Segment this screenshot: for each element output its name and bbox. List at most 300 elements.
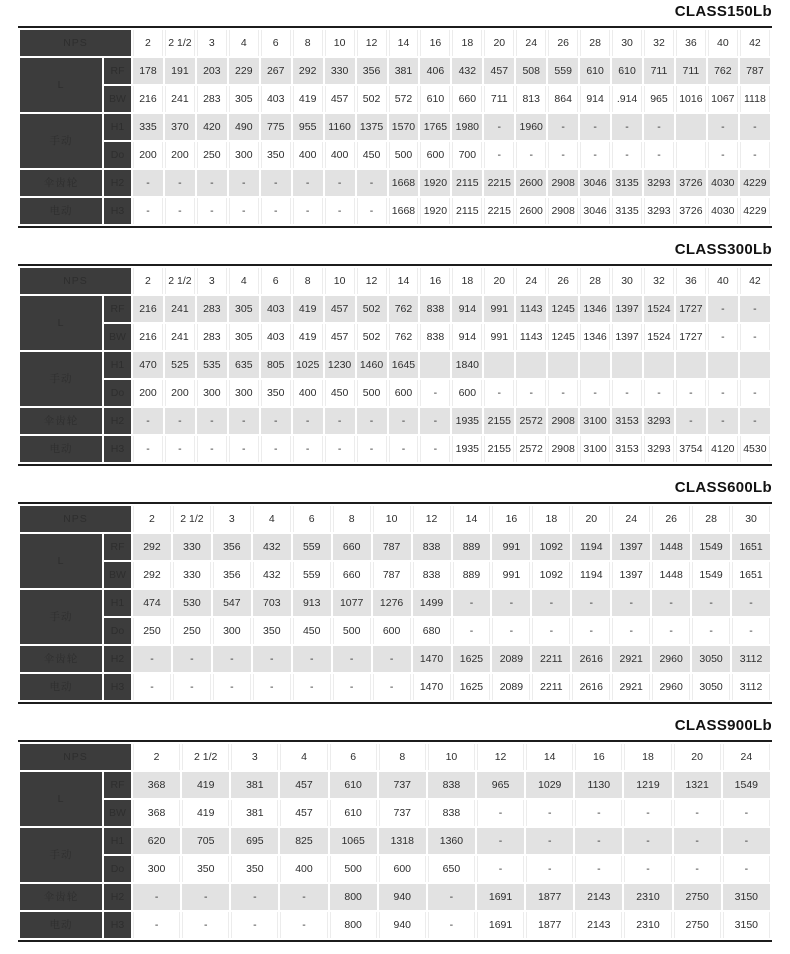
- value-cell: 1346: [580, 296, 610, 322]
- value-cell: 1276: [373, 590, 411, 616]
- value-cell: 450: [357, 142, 387, 168]
- table-title-class600: CLASS600Lb: [674, 479, 772, 496]
- value-cell: 203: [197, 58, 227, 84]
- value-cell: -: [575, 856, 622, 882]
- value-cell: 470: [133, 352, 163, 378]
- value-cell: 381: [231, 800, 278, 826]
- value-cell: 1765: [420, 114, 450, 140]
- value-cell: -: [740, 380, 770, 406]
- value-cell: 1092: [532, 534, 570, 560]
- value-cell: [516, 352, 546, 378]
- value-cell: 940: [379, 884, 426, 910]
- value-cell: -: [612, 618, 650, 644]
- table-row: [20, 352, 770, 378]
- value-cell: -: [477, 828, 524, 854]
- column-header-cell: 16: [575, 744, 622, 770]
- value-cell: 2215: [484, 198, 514, 224]
- value-cell: 610: [580, 58, 610, 84]
- column-header-cell: 3: [213, 506, 251, 532]
- value-cell: -: [133, 170, 163, 196]
- value-cell: 2089: [492, 646, 530, 672]
- value-cell: 381: [231, 772, 278, 798]
- column-header-cell: 10: [325, 30, 355, 56]
- column-header-cell: 42: [740, 30, 770, 56]
- value-cell: -: [644, 114, 674, 140]
- nps-header-row: [20, 30, 770, 56]
- value-cell: 1360: [428, 828, 475, 854]
- value-cell: 330: [325, 58, 355, 84]
- group-label-cell: 电动: [20, 198, 102, 224]
- group-label-cell: 手动: [20, 590, 102, 644]
- value-cell: -: [484, 380, 514, 406]
- value-cell: -: [280, 884, 327, 910]
- value-cell: 1397: [612, 296, 642, 322]
- value-cell: 1160: [325, 114, 355, 140]
- value-cell: 1230: [325, 352, 355, 378]
- value-cell: -: [420, 380, 450, 406]
- value-cell: -: [652, 590, 690, 616]
- value-cell: [644, 352, 674, 378]
- table-section-class300: [18, 241, 772, 466]
- value-cell: -: [674, 800, 721, 826]
- value-cell: 1549: [692, 534, 730, 560]
- value-cell: [580, 352, 610, 378]
- value-cell: 500: [330, 856, 377, 882]
- value-cell: 502: [357, 324, 387, 350]
- value-cell: 1016: [676, 86, 706, 112]
- value-cell: 1499: [413, 590, 451, 616]
- group-label-cell: 伞齿轮: [20, 646, 102, 672]
- column-header-cell: 32: [644, 268, 674, 294]
- table-section-class150: [18, 3, 772, 228]
- value-cell: 1877: [526, 884, 573, 910]
- value-cell: -: [612, 380, 642, 406]
- value-cell: 1651: [732, 562, 770, 588]
- value-cell: 787: [373, 534, 411, 560]
- value-cell: 838: [428, 772, 475, 798]
- table-row: [20, 534, 770, 560]
- table-title-class300: CLASS300Lb: [674, 241, 772, 258]
- value-cell: 813: [516, 86, 546, 112]
- group-label-cell: L: [20, 296, 102, 350]
- value-cell: 547: [213, 590, 251, 616]
- value-cell: -: [580, 380, 610, 406]
- value-cell: -: [173, 646, 211, 672]
- value-cell: 787: [740, 58, 770, 84]
- value-cell: -: [389, 436, 419, 462]
- value-cell: 502: [357, 86, 387, 112]
- table-row: [20, 618, 770, 644]
- value-cell: 283: [197, 324, 227, 350]
- value-cell: -: [516, 380, 546, 406]
- value-cell: 3150: [723, 884, 770, 910]
- value-cell: 965: [644, 86, 674, 112]
- value-cell: -: [612, 114, 642, 140]
- column-header-cell: 20: [674, 744, 721, 770]
- value-cell: -: [293, 408, 323, 434]
- value-cell: 457: [280, 800, 327, 826]
- value-cell: 1397: [612, 534, 650, 560]
- column-header-cell: 6: [293, 506, 331, 532]
- value-cell: 2143: [575, 884, 622, 910]
- value-cell: -: [740, 114, 770, 140]
- value-cell: 825: [280, 828, 327, 854]
- value-cell: -: [165, 436, 195, 462]
- row-label-cell: BW: [104, 800, 131, 826]
- row-label-cell: H2: [104, 646, 131, 672]
- value-cell: -: [492, 590, 530, 616]
- value-cell: 737: [379, 800, 426, 826]
- value-cell: -: [133, 198, 163, 224]
- value-cell: 864: [548, 86, 578, 112]
- value-cell: -: [333, 646, 371, 672]
- value-cell: 200: [133, 142, 163, 168]
- value-cell: -: [572, 618, 610, 644]
- nps-header-cell: NPS: [20, 506, 131, 532]
- value-cell: -: [253, 674, 291, 700]
- value-cell: 2908: [548, 170, 578, 196]
- column-header-cell: 32: [644, 30, 674, 56]
- value-cell: 305: [229, 324, 259, 350]
- value-cell: 610: [420, 86, 450, 112]
- value-cell: 620: [133, 828, 180, 854]
- value-cell: -: [652, 618, 690, 644]
- value-cell: 762: [389, 296, 419, 322]
- value-cell: -: [165, 408, 195, 434]
- value-cell: 241: [165, 324, 195, 350]
- table-row: [20, 562, 770, 588]
- value-cell: 500: [333, 618, 371, 644]
- value-cell: -: [293, 170, 323, 196]
- value-cell: 350: [261, 380, 291, 406]
- value-cell: 965: [477, 772, 524, 798]
- value-cell: -: [674, 856, 721, 882]
- value-cell: 2750: [674, 884, 721, 910]
- value-cell: -: [692, 618, 730, 644]
- value-cell: -: [708, 114, 738, 140]
- value-cell: 450: [293, 618, 331, 644]
- value-cell: 1470: [413, 674, 451, 700]
- value-cell: 1920: [420, 170, 450, 196]
- value-cell: 1397: [612, 324, 642, 350]
- value-cell: 3293: [644, 170, 674, 196]
- value-cell: 1691: [477, 912, 524, 938]
- value-cell: 403: [261, 324, 291, 350]
- value-cell: 1397: [612, 562, 650, 588]
- column-header-cell: 2 1/2: [165, 268, 195, 294]
- value-cell: -: [484, 142, 514, 168]
- table-row: [20, 198, 770, 224]
- value-cell: 635: [229, 352, 259, 378]
- value-cell: 940: [379, 912, 426, 938]
- column-header-cell: 8: [293, 30, 323, 56]
- value-cell: [420, 352, 450, 378]
- value-cell: 300: [197, 380, 227, 406]
- value-cell: 559: [293, 562, 331, 588]
- value-cell: 250: [133, 618, 171, 644]
- value-cell: -: [575, 828, 622, 854]
- value-cell: 2908: [548, 198, 578, 224]
- value-cell: 2310: [624, 884, 671, 910]
- value-cell: 457: [280, 772, 327, 798]
- value-cell: -: [261, 436, 291, 462]
- value-cell: 356: [213, 562, 251, 588]
- table-row: [20, 828, 770, 854]
- value-cell: 330: [173, 534, 211, 560]
- value-cell: 300: [213, 618, 251, 644]
- value-cell: 535: [197, 352, 227, 378]
- value-cell: -: [357, 436, 387, 462]
- value-cell: 762: [708, 58, 738, 84]
- column-header-cell: 26: [652, 506, 690, 532]
- value-cell: 610: [330, 772, 377, 798]
- group-label-cell: 手动: [20, 352, 102, 406]
- value-cell: .914: [612, 86, 642, 112]
- value-cell: -: [231, 884, 278, 910]
- column-header-cell: 6: [261, 30, 291, 56]
- value-cell: -: [676, 408, 706, 434]
- row-label-cell: RF: [104, 296, 131, 322]
- value-cell: 2960: [652, 646, 690, 672]
- table-row: [20, 142, 770, 168]
- table-row: [20, 800, 770, 826]
- group-label-cell: 伞齿轮: [20, 408, 102, 434]
- value-cell: 1877: [526, 912, 573, 938]
- value-cell: 229: [229, 58, 259, 84]
- column-header-cell: 16: [420, 30, 450, 56]
- value-cell: 250: [197, 142, 227, 168]
- value-cell: 3046: [580, 170, 610, 196]
- value-cell: 838: [428, 800, 475, 826]
- row-label-cell: H2: [104, 884, 131, 910]
- value-cell: 432: [452, 58, 482, 84]
- nps-header-cell: NPS: [20, 30, 131, 56]
- value-cell: -: [261, 408, 291, 434]
- value-cell: 216: [133, 296, 163, 322]
- value-cell: -: [708, 408, 738, 434]
- value-cell: -: [229, 198, 259, 224]
- group-label-cell: 电动: [20, 912, 102, 938]
- value-cell: 1668: [389, 198, 419, 224]
- column-header-cell: 12: [357, 30, 387, 56]
- value-cell: -: [723, 856, 770, 882]
- table-row: [20, 114, 770, 140]
- column-header-cell: 3: [197, 30, 227, 56]
- value-cell: -: [532, 590, 570, 616]
- value-cell: 889: [453, 534, 491, 560]
- value-cell: 2115: [452, 170, 482, 196]
- value-cell: -: [532, 618, 570, 644]
- value-cell: -: [420, 408, 450, 434]
- value-cell: 1448: [652, 562, 690, 588]
- column-header-cell: 40: [708, 268, 738, 294]
- group-label-cell: L: [20, 58, 102, 112]
- value-cell: -: [325, 436, 355, 462]
- column-header-cell: 8: [333, 506, 371, 532]
- table-row: [20, 380, 770, 406]
- value-cell: -: [373, 646, 411, 672]
- column-header-cell: 2: [133, 30, 163, 56]
- value-cell: 600: [420, 142, 450, 168]
- value-cell: 370: [165, 114, 195, 140]
- value-cell: -: [197, 436, 227, 462]
- value-cell: 3112: [732, 674, 770, 700]
- column-header-cell: 8: [379, 744, 426, 770]
- value-cell: -: [133, 884, 180, 910]
- column-header-cell: 10: [428, 744, 475, 770]
- table-row: [20, 912, 770, 938]
- value-cell: -: [580, 114, 610, 140]
- value-cell: 913: [293, 590, 331, 616]
- column-header-cell: 16: [492, 506, 530, 532]
- value-cell: -: [357, 198, 387, 224]
- value-cell: -: [261, 198, 291, 224]
- value-cell: 1727: [676, 324, 706, 350]
- value-cell: 787: [373, 562, 411, 588]
- group-label-cell: L: [20, 772, 102, 826]
- row-label-cell: H2: [104, 170, 131, 196]
- value-cell: [676, 142, 706, 168]
- column-header-cell: 6: [330, 744, 377, 770]
- value-cell: 1524: [644, 296, 674, 322]
- value-cell: -: [229, 170, 259, 196]
- value-cell: 695: [231, 828, 278, 854]
- value-cell: 457: [484, 58, 514, 84]
- column-header-cell: 12: [477, 744, 524, 770]
- value-cell: 1375: [357, 114, 387, 140]
- value-cell: 1570: [389, 114, 419, 140]
- value-cell: -: [428, 912, 475, 938]
- value-cell: 3754: [676, 436, 706, 462]
- column-header-cell: 30: [612, 268, 642, 294]
- value-cell: -: [197, 408, 227, 434]
- column-header-cell: 14: [389, 268, 419, 294]
- column-header-cell: 2 1/2: [173, 506, 211, 532]
- value-cell: 508: [516, 58, 546, 84]
- value-cell: -: [723, 828, 770, 854]
- value-cell: -: [182, 884, 229, 910]
- value-cell: 490: [229, 114, 259, 140]
- column-header-cell: 4: [229, 268, 259, 294]
- value-cell: [484, 352, 514, 378]
- value-cell: 1691: [477, 884, 524, 910]
- value-cell: 2600: [516, 170, 546, 196]
- table-row: [20, 86, 770, 112]
- value-cell: 2600: [516, 198, 546, 224]
- value-cell: 1025: [293, 352, 323, 378]
- value-cell: 450: [325, 380, 355, 406]
- value-cell: -: [182, 912, 229, 938]
- value-cell: 400: [293, 142, 323, 168]
- table-row: [20, 324, 770, 350]
- value-cell: -: [526, 828, 573, 854]
- dimension-table-class900: [18, 740, 772, 942]
- column-header-cell: 18: [452, 30, 482, 56]
- value-cell: 406: [420, 58, 450, 84]
- value-cell: 283: [197, 296, 227, 322]
- value-cell: 600: [389, 380, 419, 406]
- column-header-cell: 24: [516, 30, 546, 56]
- value-cell: 914: [580, 86, 610, 112]
- row-label-cell: Do: [104, 142, 131, 168]
- value-cell: -: [624, 856, 671, 882]
- value-cell: 1143: [516, 324, 546, 350]
- value-cell: 991: [484, 296, 514, 322]
- value-cell: 660: [333, 534, 371, 560]
- value-cell: 1245: [548, 324, 578, 350]
- column-header-cell: 26: [548, 268, 578, 294]
- value-cell: 991: [492, 562, 530, 588]
- value-cell: 4229: [740, 170, 770, 196]
- row-label-cell: BW: [104, 562, 131, 588]
- table-title-class150: CLASS150Lb: [674, 3, 772, 20]
- value-cell: 2921: [612, 646, 650, 672]
- value-cell: 283: [197, 86, 227, 112]
- value-cell: 419: [182, 800, 229, 826]
- group-label-cell: 电动: [20, 674, 102, 700]
- row-label-cell: Do: [104, 618, 131, 644]
- value-cell: [708, 352, 738, 378]
- value-cell: -: [526, 800, 573, 826]
- value-cell: 1077: [333, 590, 371, 616]
- value-cell: 1143: [516, 296, 546, 322]
- value-cell: 178: [133, 58, 163, 84]
- value-cell: -: [253, 646, 291, 672]
- table-row: [20, 884, 770, 910]
- value-cell: [740, 352, 770, 378]
- value-cell: -: [229, 436, 259, 462]
- column-header-cell: 14: [526, 744, 573, 770]
- row-label-cell: RF: [104, 58, 131, 84]
- value-cell: 2155: [484, 408, 514, 434]
- value-cell: -: [333, 674, 371, 700]
- value-cell: 2310: [624, 912, 671, 938]
- value-cell: 1065: [330, 828, 377, 854]
- value-cell: 2215: [484, 170, 514, 196]
- value-cell: 2750: [674, 912, 721, 938]
- column-header-cell: 18: [624, 744, 671, 770]
- value-cell: -: [293, 198, 323, 224]
- value-cell: 838: [420, 324, 450, 350]
- value-cell: -: [325, 170, 355, 196]
- column-header-cell: 10: [373, 506, 411, 532]
- value-cell: 191: [165, 58, 195, 84]
- column-header-cell: 40: [708, 30, 738, 56]
- value-cell: 572: [389, 86, 419, 112]
- value-cell: 1625: [453, 646, 491, 672]
- row-label-cell: H1: [104, 828, 131, 854]
- column-header-cell: 2: [133, 268, 163, 294]
- value-cell: 335: [133, 114, 163, 140]
- column-header-cell: 14: [453, 506, 491, 532]
- column-header-cell: 18: [532, 506, 570, 532]
- value-cell: 3100: [580, 408, 610, 434]
- value-cell: 3135: [612, 198, 642, 224]
- value-cell: 711: [484, 86, 514, 112]
- table-row: [20, 170, 770, 196]
- value-cell: -: [231, 912, 278, 938]
- value-cell: 1067: [708, 86, 738, 112]
- value-cell: -: [548, 114, 578, 140]
- column-header-cell: 4: [280, 744, 327, 770]
- table-row: [20, 772, 770, 798]
- value-cell: -: [580, 142, 610, 168]
- value-cell: [676, 352, 706, 378]
- value-cell: -: [732, 590, 770, 616]
- value-cell: 457: [325, 296, 355, 322]
- value-cell: -: [325, 198, 355, 224]
- value-cell: -: [133, 646, 171, 672]
